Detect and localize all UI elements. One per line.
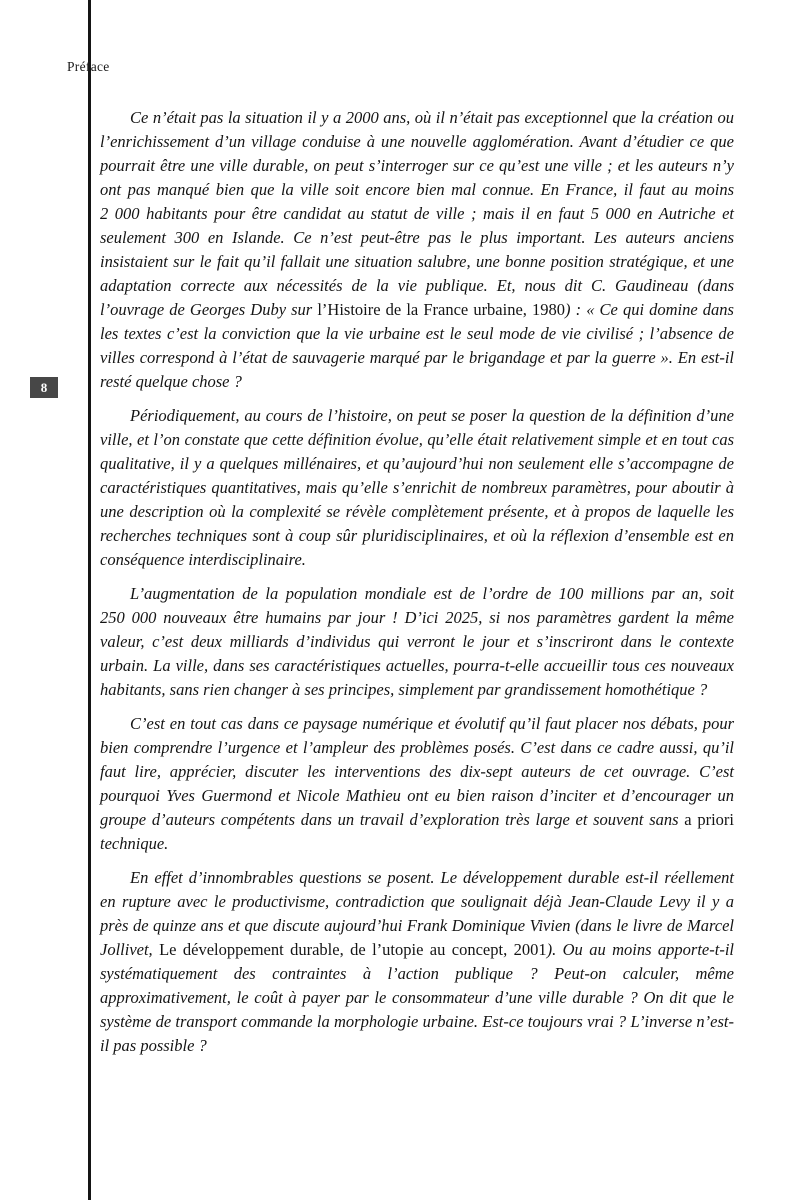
paragraph bbox=[100, 404, 734, 572]
roman-segment: l’Histoire de la France urbaine, 1980 bbox=[317, 300, 566, 319]
paragraph bbox=[100, 866, 734, 1058]
italic-segment: C’est en tout cas dans ce paysage numérique et évolutif qu’il faut placer nos débats, pour bien comprendre l’urgence et l’ampleur des problèmes posés. C’est dans ce cadre aussi, qu’il faut lire, apprécier, discuter les interventions des dix-sept auteurs de cet ouvrage. C’est pourquoi Yves Guermond et Nicole Mathieu ont eu bien raison d’inciter et d’encourager un groupe d’auteurs compétents dans un travail d’exploration très large et souvent sans bbox=[100, 714, 734, 829]
roman-segment: a priori bbox=[684, 810, 734, 829]
italic-segment: En effet d’innombrables questions se posent. Le développement durable est-il réellement en rupture avec le productivisme, contradiction que soulignait déjà Jean-Claude Levy il y a près de quinze ans et que discute aujourd’hui Frank Dominique Vivien (dans le livre de Marcel Jollivet, bbox=[100, 868, 734, 959]
italic-segment: Ce n’était pas la situation il y a 2000 ans, où il n’était pas exceptionnel que la création ou l’enrichissement d’un village conduise à une nouvelle agglomération. Avant d’étudier ce que pourrait être une ville durable, on peut s’interroger sur ce qu’est une ville ; et les auteurs n’y ont pas manqué bien que la ville soit encore bien mal connue. En France, il faut au moins 2 000 habitants pour être candidat au statut de ville ; mais il en faut 5 000 en Autriche et seulement 300 en Islande. Ce n’est peut-être pas le plus important. Les auteurs anciens insistaient sur le fait qu’il fallait une situation salubre, une bonne position stratégique, et une adaptation correcte aux nécessités de la vie publique. Et, nous dit C. Gaudineau (dans l’ouvrage de Georges Duby sur bbox=[100, 108, 734, 319]
italic-segment: L’augmentation de la population mondiale est de l’ordre de 100 millions par an, soit 250 000 nouveaux être humains par jour ! D’ici 2025, si nos paramètres gardent la même valeur, c’est deux milliards d’individus qui verront le jour et s’inscriront dans le contexte urbain. La ville, dans ses caractéristiques actuelles, pourra-t-elle accueillir tous ces nouveaux habitants, sans rien changer à ses principes, simplement par grandissement homothétique ? bbox=[100, 584, 734, 699]
italic-segment: Périodiquement, au cours de l’histoire, on peut se poser la question de la définition d’une ville, et l’on constate que cette définition évolue, qu’elle était relativement simple et en tout cas qualitative, il y a quelques millénaires, et qu’aujourd’hui non seulement elle s’accompagne de caractéristiques quantitatives, mais qu’elle s’enrichit de nombreux paramètres, pour aboutir à une description où la complexité se révèle complètement présente, et à propos de laquelle les recherches techniques sont à coup sûr pluridisciplinaires, et où la réflexion d’ensemble est en conséquence interdisciplinaire. bbox=[100, 406, 734, 569]
paragraph bbox=[100, 106, 734, 394]
roman-segment: Le développement durable, de l’utopie au concept, 2001 bbox=[159, 940, 547, 959]
running-head: Préface bbox=[67, 59, 110, 74]
paragraph bbox=[100, 582, 734, 702]
paragraph bbox=[100, 712, 734, 856]
body-text bbox=[100, 106, 734, 1068]
page-number-badge bbox=[30, 377, 58, 398]
italic-segment: technique. bbox=[100, 834, 169, 853]
page-number: 8 bbox=[40, 379, 48, 395]
italic-segment: ) : « Ce qui domine dans les textes c’est la conviction que la vie urbaine est le seul mode de vie civilisé ; l’absence de villes correspond à l’état de sauvagerie marqué par le brigandage et par la guerre ». En est-il resté quelque chose ? bbox=[100, 300, 734, 391]
margin-rule bbox=[88, 0, 91, 1200]
italic-segment: ). Ou au moins apporte-t-il systématiquement des contraintes à l’action publique ? Peut-on calculer, même approximativement, le coût à payer par le consommateur d’une ville durable ? On dit que le système de transport commande la morphologie urbaine. Est-ce toujours vrai ? L’inverse n’est-il pas possible ? bbox=[100, 940, 734, 1055]
